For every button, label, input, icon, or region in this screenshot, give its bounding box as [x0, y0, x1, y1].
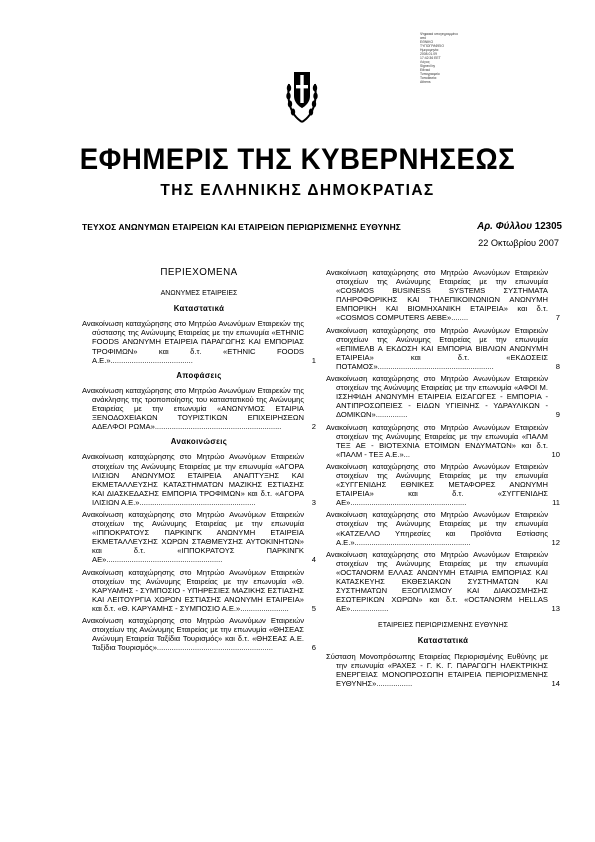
subsection-heading: Καταστατικά [417, 636, 469, 646]
toc-entry [82, 319, 316, 364]
toc-entry-text: Ανακοίνωση καταχώρησης στο Μητρώο Ανωνύμων Εταιρειών στοιχείων της Ανώνυμης Εταιρείας με την επωνυμία «Θ. ΚΑΡΥΑΜΗΣ - ΣΥΜΠΟΣΙΟ - ΥΠΗΡΕΣΙΕΣ ΜΑΖΙΚΗΣ ΕΣΤΙΑΣΗΣ ΚΑΙ ΛΕΙΤΟΥΡΓΙΑ ΧΩΡΩΝ ΕΣΤΙΑΣΗΣ ΑΝΩΝΥΜΗ ΕΤΑΙΡΕΙΑ» και δ.τ. «Θ. ΚΑΡΥΑΜΗΣ - ΣΥΜΠΟΣΙΟ Α.Ε.»....................... [82, 567, 304, 613]
toc-page-number: 6 [311, 643, 316, 653]
stamp-line: Ψηφιακά υπογεγραμμένο [420, 32, 459, 36]
toc-entry-text: Ανακοίνωση καταχώρησης στο Μητρώο Ανωνύμων Εταιρειών στοιχείων της Ανώνυμης Εταιρείας με την επωνυμία «ΚΑΤΖΕΛΛΟ Υπηρεσίες και Προϊόντα Εστίασης Α.Ε.»....................................................... [326, 510, 548, 547]
toc-entry [82, 510, 316, 565]
stamp-line: Τυπογραφείο [420, 72, 440, 76]
sheet-number-label [477, 221, 562, 232]
toc-page-number: 8 [555, 361, 560, 371]
toc-page-number: 4 [311, 555, 316, 565]
toc-entry [326, 652, 560, 688]
toc-page-number: 7 [555, 313, 560, 323]
section-heading: ΑΝΩΝΥΜΕΣ ΕΤΑΙΡΕΙΕΣ [160, 290, 238, 298]
toc-entry-text: Ανακοίνωση καταχώρησης στο Μητρώο Ανωνύμων Εταιρειών στοιχείων της Ανώνυμης Εταιρείας με την επωνυμία «COSMOS BUSINESS SYSTEMS ΣΥΣΤΗΜΑΤΑ ΠΛΗΡΟΦΟΡΙΚΗΣ ΚΑΙ ΤΗΛΕΠΙΚΟΙΝΩΝΙΩΝ ΑΝΩΝΥΜΗ ΕΜΠΟΡΙΚΗ ΚΑΙ ΒΙΟΜΗΧΑΝΙΚΗ ΕΤΑΙΡΕΙΑ» και δ.τ. «COSMOS COMPUTERS ΑΕΒΕ»........ [326, 268, 548, 323]
toc-entry-text: Ανακοίνωση καταχώρησης στο Μητρώο Ανωνύμων Εταιρειών της σύστασης της Ανώνυμης Εταιρείας με την επωνυμία «ETHNIC FOODS ΑΝΩΝΥΜΗ ΕΤΑΙΡΕΙΑ ΠΑΡΑΓΩΓΗΣ ΚΑΙ ΕΜΠΟΡΙΑΣ ΤΡΟΦΙΜΩΝ» και δ.τ. «ETHNIC FOODS Α.Ε.»....................................... [82, 319, 304, 365]
stamp-line: ΕΘΝΙΚΟ [420, 40, 434, 44]
section-heading: ΕΤΑΙΡΕΙΕΣ ΠΕΡΙΩΡΙΣΜΕΝΗΣ ΕΥΘΥΝΗΣ [378, 622, 508, 630]
toc-page-number: 5 [311, 603, 316, 613]
toc-entry [326, 374, 560, 419]
toc-entry-text: Σύσταση Μονοπρόσωπης Εταιρείας Περιορισμένης Ευθύνης με την επωνυμία «ΡΑΧΕΣ - Γ. Κ. Γ. ΠΑΡΑΓΩΓΗ ΗΛΕΚΤΡΙΚΗΣ ΕΝΕΡΓΕΙΑΣ ΜΟΝΟΠΡΟΣΩΠΗ ΕΤΑΙΡΕΙΑ ΠΕΡΙΟΡΙΣΜΕΝΗΣ ΕΥΘΥΝΗΣ»................. [326, 651, 548, 688]
toc-entry [82, 616, 316, 652]
publication-date: 22 Οκτωβρίου 2007 [478, 238, 559, 248]
toc-page-number: 12 [551, 537, 560, 547]
subsection-heading: Ανακοινώσεις [170, 437, 228, 447]
toc-page-number: 13 [551, 604, 560, 614]
toc-heading: ΠΕΡΙΕΧΟΜΕΝΑ [160, 267, 238, 278]
gazette-subtitle: ΤΗΣ ΕΛΛΗΝΙΚΗΣ ΔΗΜΟΚΡΑΤΙΑΣ [160, 182, 435, 199]
toc-entry [326, 510, 560, 546]
toc-entry [326, 462, 560, 507]
toc-entry [326, 326, 560, 371]
toc-entry-text: Ανακοίνωση καταχώρησης στο Μητρώο Ανωνύμων Εταιρειών στοιχείων της Ανώνυμης Εταιρείας με την επωνυμία «ΣΥΓΓΕΝΙΔΗΣ ΕΘΝΙΚΕΣ ΜΕΤΑΦΟΡΕΣ ΑΝΩΝΥΜΗ ΕΤΑΙΡΕΙΑ» και δ.τ. «ΣΥΓΓΕΝΙΔΗΣ ΑΕ»....................................................... [326, 461, 548, 508]
toc-page-number: 11 [552, 498, 560, 508]
issue-type: ΤΕΥΧΟΣ ΑΝΩΝΥΜΩΝ ΕΤΑΙΡΕΙΩΝ ΚΑΙ ΕΤΑΙΡΕΙΩΝ ΠΕΡΙΩΡΙΣΜΕΝΗΣ ΕΥΘΥΝΗΣ [82, 222, 401, 232]
toc-entry-text: Ανακοίνωση καταχώρησης στο Μητρώο Ανωνύμων Εταιρειών στοιχείων της Ανώνυμης Εταιρείας με την επωνυμία «ΑΦΟΙ Μ. ΙΣΣΗΦΙΔΗ ΑΝΩΝΥΜΗ ΕΤΑΙΡΕΙΑ ΕΙΣΑΓΩΓΕΣ - ΕΜΠΟΡΙΑ - ΑΝΤΙΠΡΟΣΩΠΕΙΕΣ - ΕΙΔΩΝ ΥΓΙΕΙΝΗΣ - ΥΔΡΑΥΛΙΚΩΝ - ΔΟΜΙΚΩΝ»............... [326, 374, 548, 420]
stamp-line: Λόγος: [420, 60, 431, 64]
toc-entry-text: Ανακοίνωση καταχώρησης στο Μητρώο Ανωνύμων Εταιρειών στοιχείων της Ανώνυμης Εταιρείας με την επωνυμία «OCTANORM ΕΛΛΑΣ ΑΝΩΝΥΜΗ ΕΤΑΙΡΙΑ ΕΜΠΟΡΙΑΣ ΚΑΙ ΚΑΤΑΣΚΕΥΗΣ ΕΚΘΕΣΙΑΚΩΝ ΣΥΣΤΗΜΑΤΩΝ ΚΑΙ ΣΥΣΤΗΜΑΤΩΝ ΕΞΟΠΛΙΣΜΟΥ ΚΑΙ ΔΙΑΚΟΣΜΗΣΗΣ ΕΣΩΤΕΡΙΚΩΝ ΧΩΡΩΝ» και δ.τ. «OCTANORM HELLAS ΑΕ».................. [326, 549, 548, 614]
toc-page-number: 10 [551, 449, 560, 459]
stamp-line: Signed by [420, 64, 436, 68]
gazette-title: ΕΦΗΜΕΡΙΣ ΤΗΣ ΚΥΒΕΡΝΗΣΕΩΣ [79, 143, 516, 176]
toc-entry [82, 386, 316, 431]
toc-left-column [82, 268, 316, 655]
digital-signature-stamp [420, 32, 460, 110]
toc-entry-text: Ανακοίνωση καταχώρησης στο Μητρώο Ανωνύμων Εταιρειών στοιχείων της Ανώνυμης Εταιρείας με την επωνυμία «ΙΠΠΟΚΡΑΤΟΥΣ ΠΑΡΚΙΝΓΚ ΑΝΩΝΥΜΗ ΕΤΑΙΡΕΙΑ ΕΚΜΕΤΑΛΛΕΥΣΗΣ ΧΩΡΩΝ ΣΤΑΘΜΕΥΣΗΣ ΑΥΤΟΚΙΝΗΤΩΝ» και δ.τ. «ΙΠΠΟΚΡΑΤΟΥΣ ΠΑΡΚΙΝΓΚ ΑΕ»....................................................... [82, 509, 304, 565]
subsection-heading: Καταστατικά [173, 304, 225, 314]
subsection-heading: Αποφάσεις [176, 370, 222, 380]
toc-entry-text: Ανακοίνωση καταχώρησης στο Μητρώο Ανωνύμων Εταιρειών στοιχείων της Ανώνυμης Εταιρείας με την επωνυμία «ΕΠΙΜΕΛΒ Α ΕΚΔΟΣΗ ΚΑΙ ΕΜΠΟΡΙΑ ΒΙΒΛΙΩΝ ΑΝΩΝΥΜΗ ΕΤΑΙΡΕΙΑ» και δ.τ. «ΕΚΔΟΣΕΙΣ ΠΟΤΑΜΟΣ»....................................................... [326, 325, 548, 371]
toc-entry [82, 452, 316, 507]
stamp-line: ΤΥΠΟΓΡΑΦΕΙΟ [420, 44, 445, 48]
stamp-line: 2008.01.09 [420, 52, 437, 56]
toc-page-number: 1 [311, 355, 316, 365]
toc-entry [82, 568, 316, 613]
stamp-line: Athens [420, 80, 431, 84]
national-emblem-icon [285, 62, 319, 126]
stamp-line: Ημερομηνία: [420, 48, 439, 52]
toc-page-number: 2 [311, 422, 316, 432]
toc-entry [326, 423, 560, 459]
toc-entry [326, 268, 560, 323]
sheet-label: Αρ. Φύλλου [477, 221, 533, 232]
toc-entry [326, 550, 560, 614]
toc-page-number: 3 [311, 497, 316, 507]
stamp-line: Τοποθεσία: [420, 76, 437, 80]
sheet-number: 12305 [534, 221, 562, 232]
toc-right-column [326, 268, 560, 691]
toc-page-number: 14 [551, 678, 560, 688]
stamp-line: Εθνικό [420, 68, 431, 72]
stamp-line: από [420, 36, 427, 40]
toc-entry-text: Ανακοίνωση καταχώρησης στο Μητρώο Ανωνύμων Εταιρειών στοιχείων της Ανώνυμης Εταιρείας με την επωνυμία «ΑΓΟΡΑ ΙΛΙΣΙΩΝ ΑΝΩΝΥΜΟΣ ΕΤΑΙΡΕΙΑ ΑΝΑΠΤΥΞΗΣ ΚΑΙ ΕΚΜΕΤΑΛΛΕΥΣΗΣ ΚΑΤΑΣΤΗΜΑΤΩΝ ΜΑΖΙΚΗΣ ΕΣΤΙΑΣΗΣ ΚΑΙ ΔΙΑΣΚΕΔΑΣΗΣ ΕΜΠΟΡΙΑ ΤΡΟΦΙΜΩΝ» και δ.τ. «ΑΓΟΡΑ ΙΛΙΣΙΩΝ Α.Ε.»....................................................... [82, 452, 304, 507]
toc-entry-text: Ανακοίνωση καταχώρησης στο Μητρώο Ανωνύμων Εταιρειών της ανάκλησης της τροποποίησης του καταστατικού της Ανώνυμης Εταιρείας με την επωνυμία «ΑΝΩΝΥΜΟΣ ΕΤΑΙΡΙΑ ΞΕΝΟΔΟΧΕΙΑΚΩΝ ΤΟΥΡΙΣΤΙΚΩΝ ΕΠΙΧΕΙΡΗΣΕΩΝ ΑΔΕΛΦΟΙ ΡΩΜΑ»............................................................ [82, 385, 304, 432]
toc-entry-text: Ανακοίνωση καταχώρησης στο Μητρώο Ανωνύμων Εταιρειών στοιχείων της Ανώνυμης Εταιρείας με την επωνυμία «ΠΑΛΜ ΤΕΞ ΑΕ - ΒΙΟΤΕΧΝΙΑ ΕΤΟΙΜΩΝ ΕΝΔΥΜΑΤΩΝ» και δ.τ. «ΠΑΛΜ - ΤΕΞ Α.Ε.»... [326, 422, 548, 459]
toc-entry-text: Ανακοίνωση καταχώρησης στο Μητρώο Ανωνύμων Εταιρειών στοιχείων της Ανώνυμης Εταιρείας με την επωνυμία «ΘΗΣΕΑΣ Ανώνυμη Εταιρεία Ταξίδια Τουρισμός» και δ.τ. «ΘΗΣΕΑΣ Α.Ε. Ταξίδια Τουρισμός»....................................................... [82, 616, 304, 653]
toc-page-number: 9 [555, 410, 560, 420]
stamp-line: 17:42:36 EET [420, 56, 441, 60]
